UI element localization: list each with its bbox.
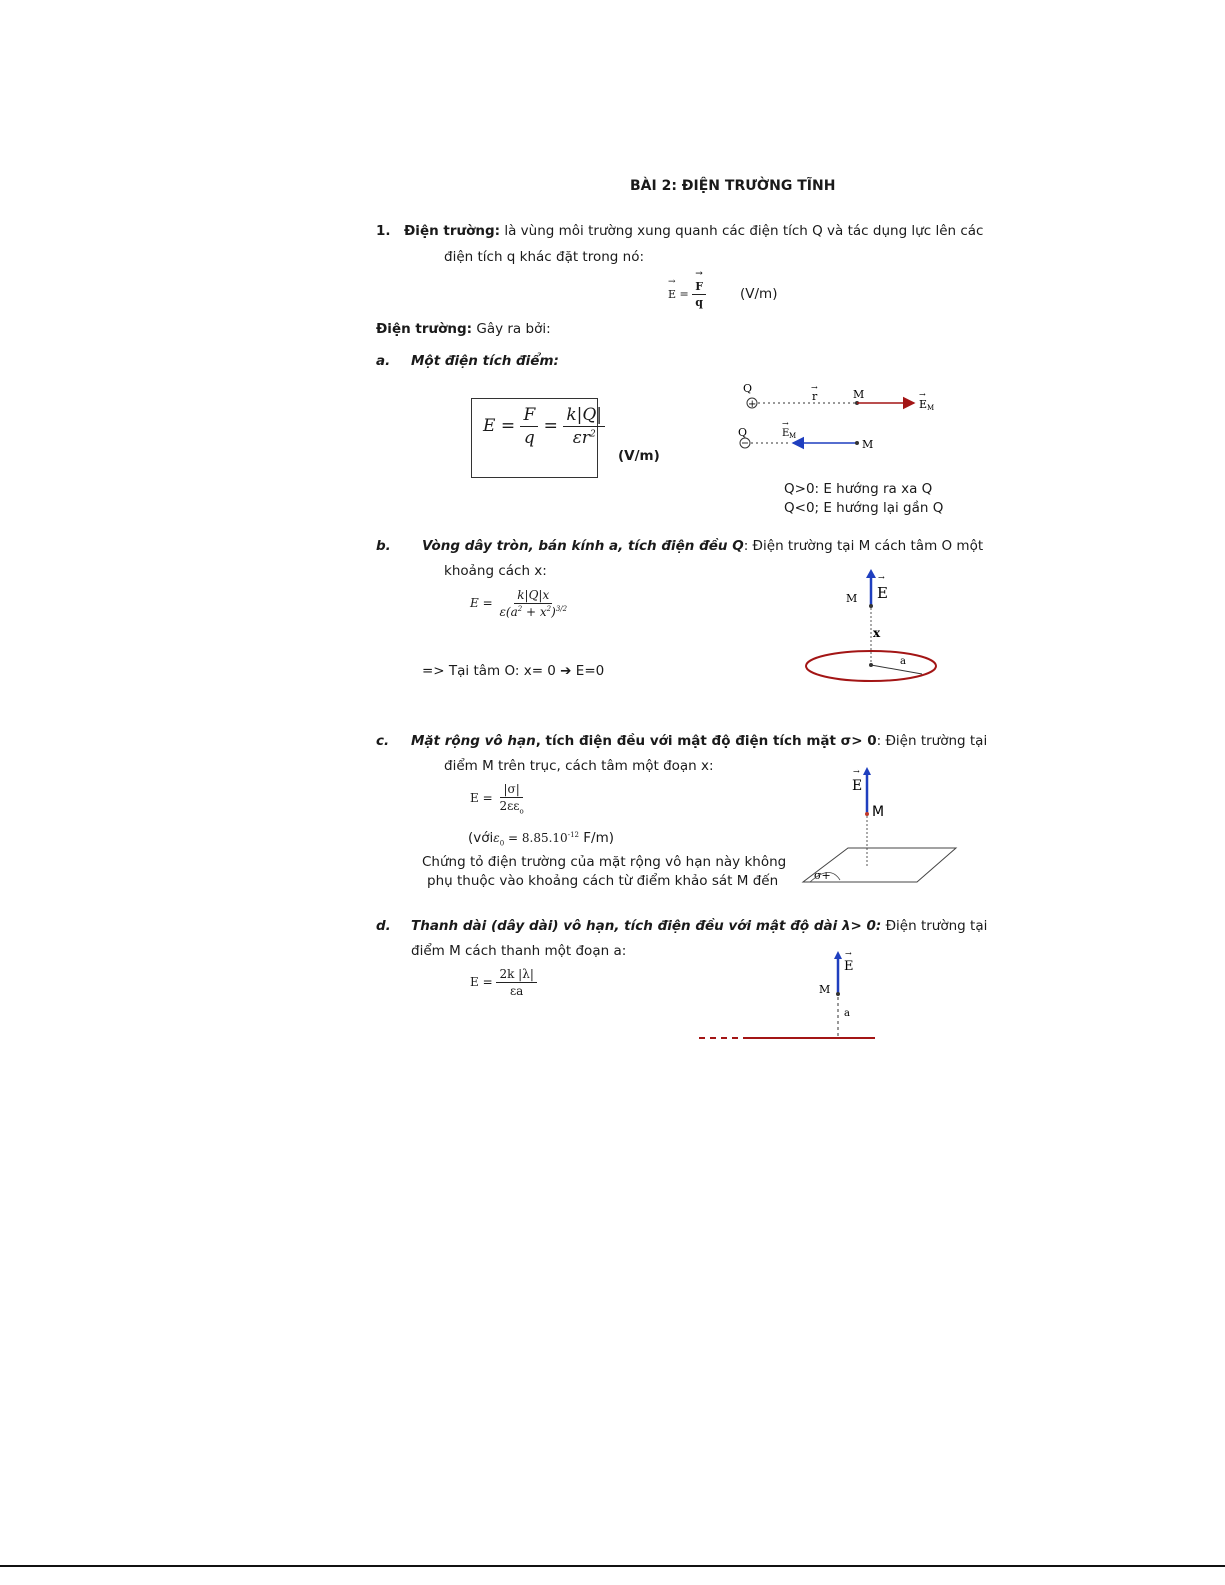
epsilon-note: (vớiε$_0$ = $8.85.10^{-12}$ F/m) bbox=[468, 830, 615, 848]
diagram-a-q-bottom: Q bbox=[738, 426, 748, 439]
plane-diagram bbox=[800, 762, 960, 888]
diagram-a-em-top: E bbox=[919, 398, 928, 411]
epsilon-note-unit: F/m) bbox=[583, 830, 615, 846]
svg-text:→: → bbox=[853, 767, 860, 776]
section-1-line1 bbox=[404, 223, 983, 239]
part-b-center-note: => Tại tâm O: x= 0 ➔ E=0 bbox=[422, 663, 605, 679]
part-d-line2: điểm M cách thanh một đoạn a: bbox=[411, 943, 627, 959]
diagram-d-e: E bbox=[844, 959, 854, 974]
part-c-label: c. bbox=[376, 733, 390, 749]
part-b-line2: khoảng cách x: bbox=[444, 563, 547, 579]
section-1-number: 1. bbox=[376, 223, 391, 239]
diagram-c-e: E bbox=[852, 778, 863, 794]
part-a-unit: (V/m) bbox=[618, 448, 660, 464]
point-charge-diagram bbox=[730, 378, 960, 458]
line-field-formula: E = $\frac{2k |\lambda|}{\varepsilon a}$ bbox=[470, 967, 537, 998]
caused-by-text: Gây ra bởi: bbox=[472, 321, 551, 337]
ring-diagram bbox=[800, 568, 945, 686]
diagram-a-m-bottom: M bbox=[862, 438, 874, 451]
part-d-text: Điện trường tại bbox=[881, 918, 988, 934]
point-charge-formula: E = $\frac{F}{q}$ = $\frac{k|Q|}{\varepsilon r^2}$ bbox=[483, 405, 605, 448]
diagram-a-r: r bbox=[812, 390, 818, 403]
diagram-b-a: a bbox=[900, 656, 906, 667]
formula-1-unit: (V/m) bbox=[740, 286, 778, 302]
part-c-line2: điểm M trên trục, cách tâm một đoạn x: bbox=[444, 758, 714, 774]
svg-text:→: → bbox=[919, 390, 926, 399]
page-title: BÀI 2: ĐIỆN TRƯỜNG TĨNH bbox=[630, 178, 836, 194]
part-d-heading: Thanh dài (dây dài) vô hạn, tích điện đều với mật độ dài λ> 0: bbox=[411, 918, 882, 934]
svg-text:→: → bbox=[782, 419, 789, 428]
part-a-label: a. bbox=[376, 353, 391, 369]
diagram-a-q-top: Q bbox=[743, 382, 753, 395]
diagram-b-x: x bbox=[873, 626, 881, 640]
diagram-c-m: M bbox=[872, 804, 885, 820]
part-c-proof-2: phụ thuộc vào khoảng cách từ điểm khảo sát M đến bbox=[427, 873, 779, 889]
section-1-text: là vùng môi trường xung quanh các điện tích Q và tác dụng lực lên các bbox=[500, 223, 984, 239]
diagram-b-e: E bbox=[877, 584, 888, 602]
caused-by-line bbox=[376, 321, 551, 337]
diagram-a-em-bottom-sub: M bbox=[789, 432, 797, 440]
part-b-text: : Điện trường tại M cách tâm O một bbox=[743, 538, 984, 554]
svg-text:+: + bbox=[748, 399, 757, 410]
line-charge-diagram bbox=[695, 948, 880, 1044]
diagram-a-em-sub: M bbox=[927, 404, 935, 412]
page-bottom-border bbox=[0, 1565, 1225, 1567]
part-a-heading: Một điện tích điểm: bbox=[411, 353, 559, 369]
part-d-line1 bbox=[411, 918, 987, 934]
part-c-proof-1: Chứng tỏ điện trường của mặt rộng vô hạn này không bbox=[422, 854, 787, 870]
part-c-heading-2: , tích điện đều với mật độ điện tích mặt σ> 0 bbox=[535, 733, 877, 749]
part-d-label: d. bbox=[376, 918, 391, 934]
plane-field-formula: E = $\frac{|\sigma|}{2\varepsilon\varepsilon_o}$ bbox=[470, 782, 524, 816]
section-1-line2: điện tích q khác đặt trong nó: bbox=[444, 249, 645, 265]
part-c-heading-1: Mặt rộng vô hạn bbox=[411, 733, 536, 749]
part-b-heading: Vòng dây tròn, bán kính a, tích điện đều Q bbox=[422, 538, 744, 554]
section-1-heading: Điện trường: bbox=[404, 223, 501, 239]
diagram-d-m: M bbox=[819, 983, 831, 996]
diagram-a-m-top: M bbox=[853, 388, 865, 401]
part-a-note2: Q<0; E hướng lại gần Q bbox=[784, 500, 944, 516]
caused-by-heading: Điện trường: bbox=[376, 321, 473, 337]
part-b-line1 bbox=[422, 538, 983, 554]
svg-text:→: → bbox=[811, 383, 818, 392]
diagram-b-m: M bbox=[846, 592, 858, 605]
part-b-label: b. bbox=[376, 538, 391, 554]
diagram-a-em-bottom: E bbox=[782, 428, 790, 439]
part-a-note1: Q>0: E hướng ra xa Q bbox=[784, 481, 933, 497]
diagram-c-sigma: σ+ bbox=[814, 869, 831, 882]
formula-e-equals-f-over-q: → E = → $\frac{F}{q}$ bbox=[668, 280, 706, 309]
ring-field-formula: E = $\frac{k|Q|x}{\varepsilon(a^2 + x^2)^{3/2}}$ bbox=[470, 588, 568, 619]
part-c-text: : Điện trường tại bbox=[876, 733, 988, 749]
part-c-line1 bbox=[411, 733, 987, 749]
svg-text:→: → bbox=[878, 573, 885, 582]
diagram-d-a: a bbox=[844, 1008, 850, 1019]
svg-text:→: → bbox=[845, 949, 852, 958]
epsilon-note-prefix: (với bbox=[468, 830, 494, 846]
